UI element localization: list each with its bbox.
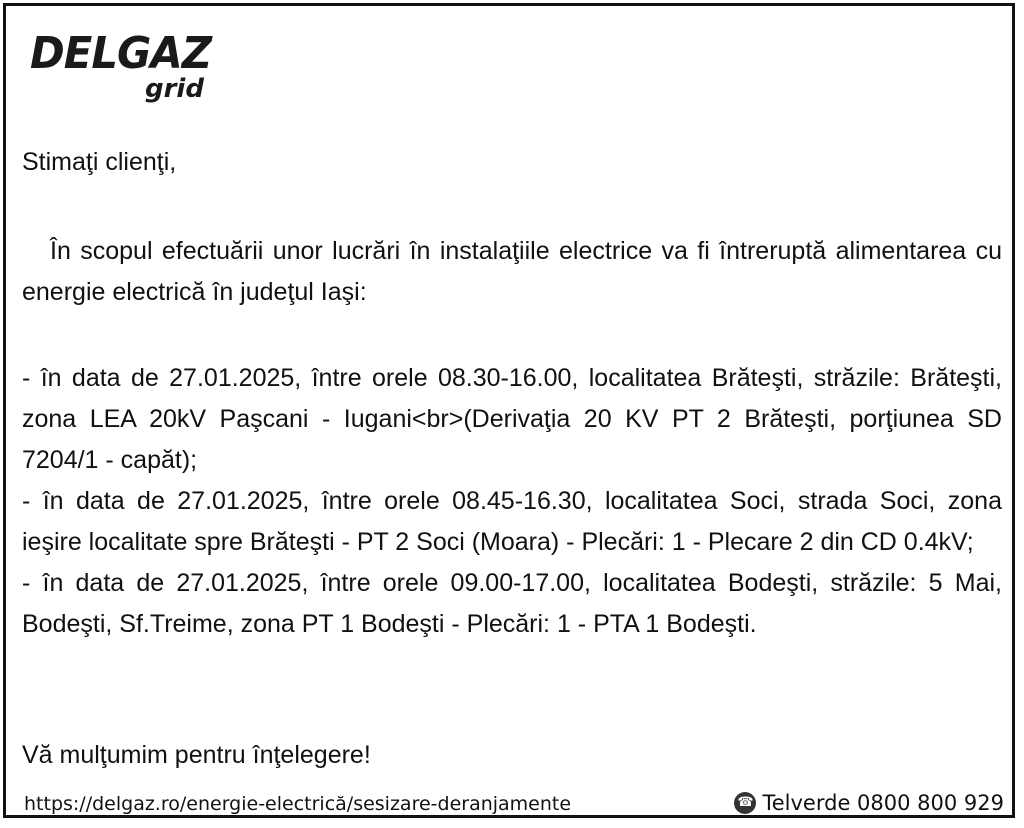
notice-frame — [3, 3, 1015, 818]
phone-contact — [734, 791, 1004, 815]
logo-subtitle: grid — [145, 74, 204, 104]
greeting: Stimaţi clienţi, — [22, 148, 177, 176]
list-item: - în data de 27.01.2025, între orele 09.00-17.00, localitatea Bodeşti, străzile: 5 Mai, Bodeşti, Sf.Treime, zona PT 1 Bodeşti - Plecări: 1 - PTA 1 Bodeşti. — [22, 569, 1002, 638]
report-outage-link[interactable]: https://delgaz.ro/energie-electrică/sesizare-deranjamente — [24, 793, 572, 815]
phone-number: Telverde 0800 800 929 — [762, 791, 1004, 815]
logo-wordmark: DELGAZ — [30, 28, 212, 79]
intro-paragraph: În scopul efectuării unor lucrări în instalaţiile electrice va fi întreruptă alimentarea cu energie electrică în judeţul Iaşi: — [22, 237, 1002, 306]
list-item: - în data de 27.01.2025, între orele 08.45-16.30, localitatea Soci, strada Soci, zona ieşire localitate spre Brăteşti - PT 2 Soci (Moara) - Plecări: 1 - Plecare 2 din CD 0.4kV; — [22, 487, 1002, 556]
outage-list — [22, 358, 1002, 645]
list-item: - în data de 27.01.2025, între orele 08.30-16.00, localitatea Brăteşti, străzile: Brăteşti, zona LEA 20kV Paşcani - Iugani<br>(Derivaţia 20 KV PT 2 Brăteşti, porţiunea SD 7204/1 - capăt); — [22, 364, 1002, 474]
phone-icon: ☎ — [734, 792, 756, 814]
delgaz-grid-logo — [30, 28, 221, 104]
closing-text: Vă mulţumim pentru înţelegere! — [22, 741, 371, 769]
